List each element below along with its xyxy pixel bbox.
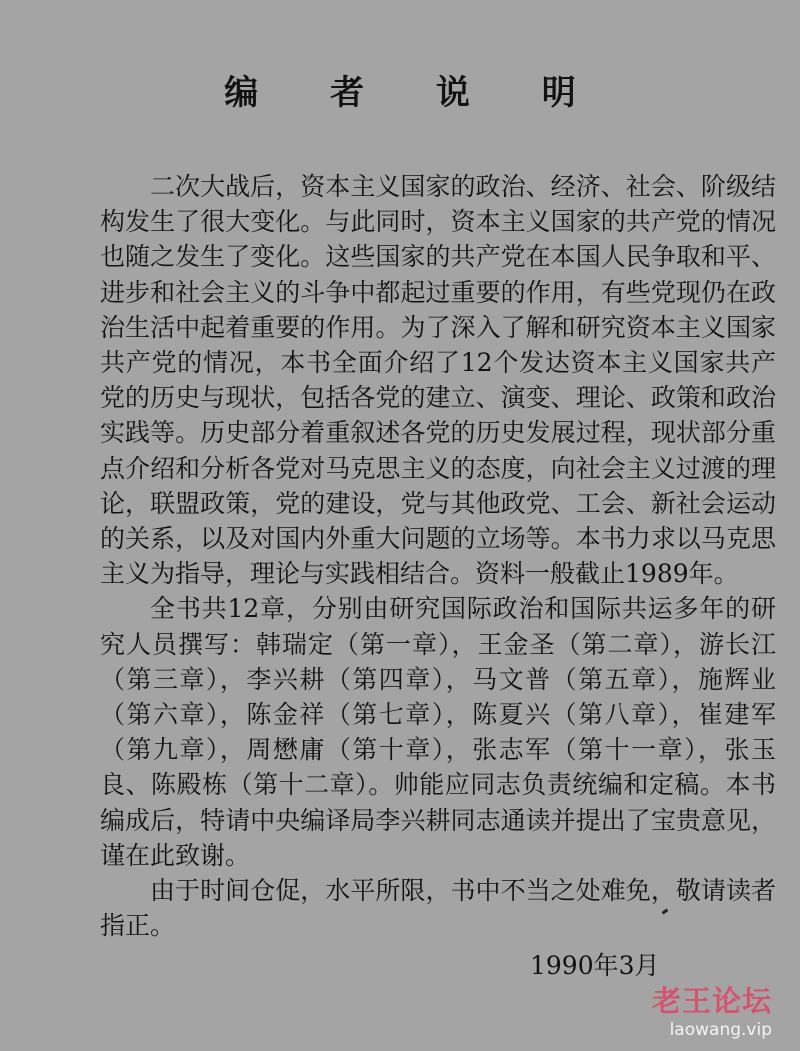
document-date: 1990年3月 bbox=[530, 951, 660, 980]
site-watermark bbox=[652, 985, 772, 1041]
document-title: 编 者 说 明 bbox=[224, 73, 606, 113]
paragraph-closing: 由于时间仓促，水平所限，书中不当之处难免，敬请读者指正。 bbox=[100, 876, 776, 941]
paragraph-authors: 全书共12章，分别由研究国际政治和国际共运多年的研究人员撰写：韩瑞定（第一章），王金圣（第二章），游长江（第三章），李兴耕（第四章），马文普（第五章），施辉业（第六章），陈金祥（第七章），陈夏兴（第八章），崔建军（第九章），周懋庸（第十章），张志军（第十一章），张玉良、陈殿栋（第十二章）。帅能应同志负责统编和定稿。本书编成后，特请中央编译局李兴耕同志通读并提出了宝贵意见，谨在此致谢。 bbox=[100, 594, 776, 870]
document-body bbox=[100, 169, 776, 943]
watermark-url: laowang.vip bbox=[669, 1020, 772, 1040]
paragraph-intro: 二次大战后，资本主义国家的政治、经济、社会、阶级结构发生了很大变化。与此同时，资本主义国家的共产党的情况也随之发生了变化。这些国家的共产党在本国人民争取和平、进步和社会主义的斗争中都起过重要的作用，有些党现仍在政治生活中起着重要的作用。为了深入了解和研究资本主义国家共产党的情况，本书全面介绍了12个发达资本主义国家共产党的历史与现状，包括各党的建立、演变、理论、政策和政治实践等。历史部分着重叙述各党的历史发展过程，现状部分重点介绍和分析各党对马克思主义的态度，向社会主义过渡的理论，联盟政策，党的建设，党与其他政党、工会、新社会运动的关系，以及对国内外重大问题的立场等。本书力求以马克思主义为指导，理论与实践相结合。资料一般截止1989年。 bbox=[100, 172, 776, 589]
watermark-name: 老王论坛 bbox=[651, 984, 772, 1018]
